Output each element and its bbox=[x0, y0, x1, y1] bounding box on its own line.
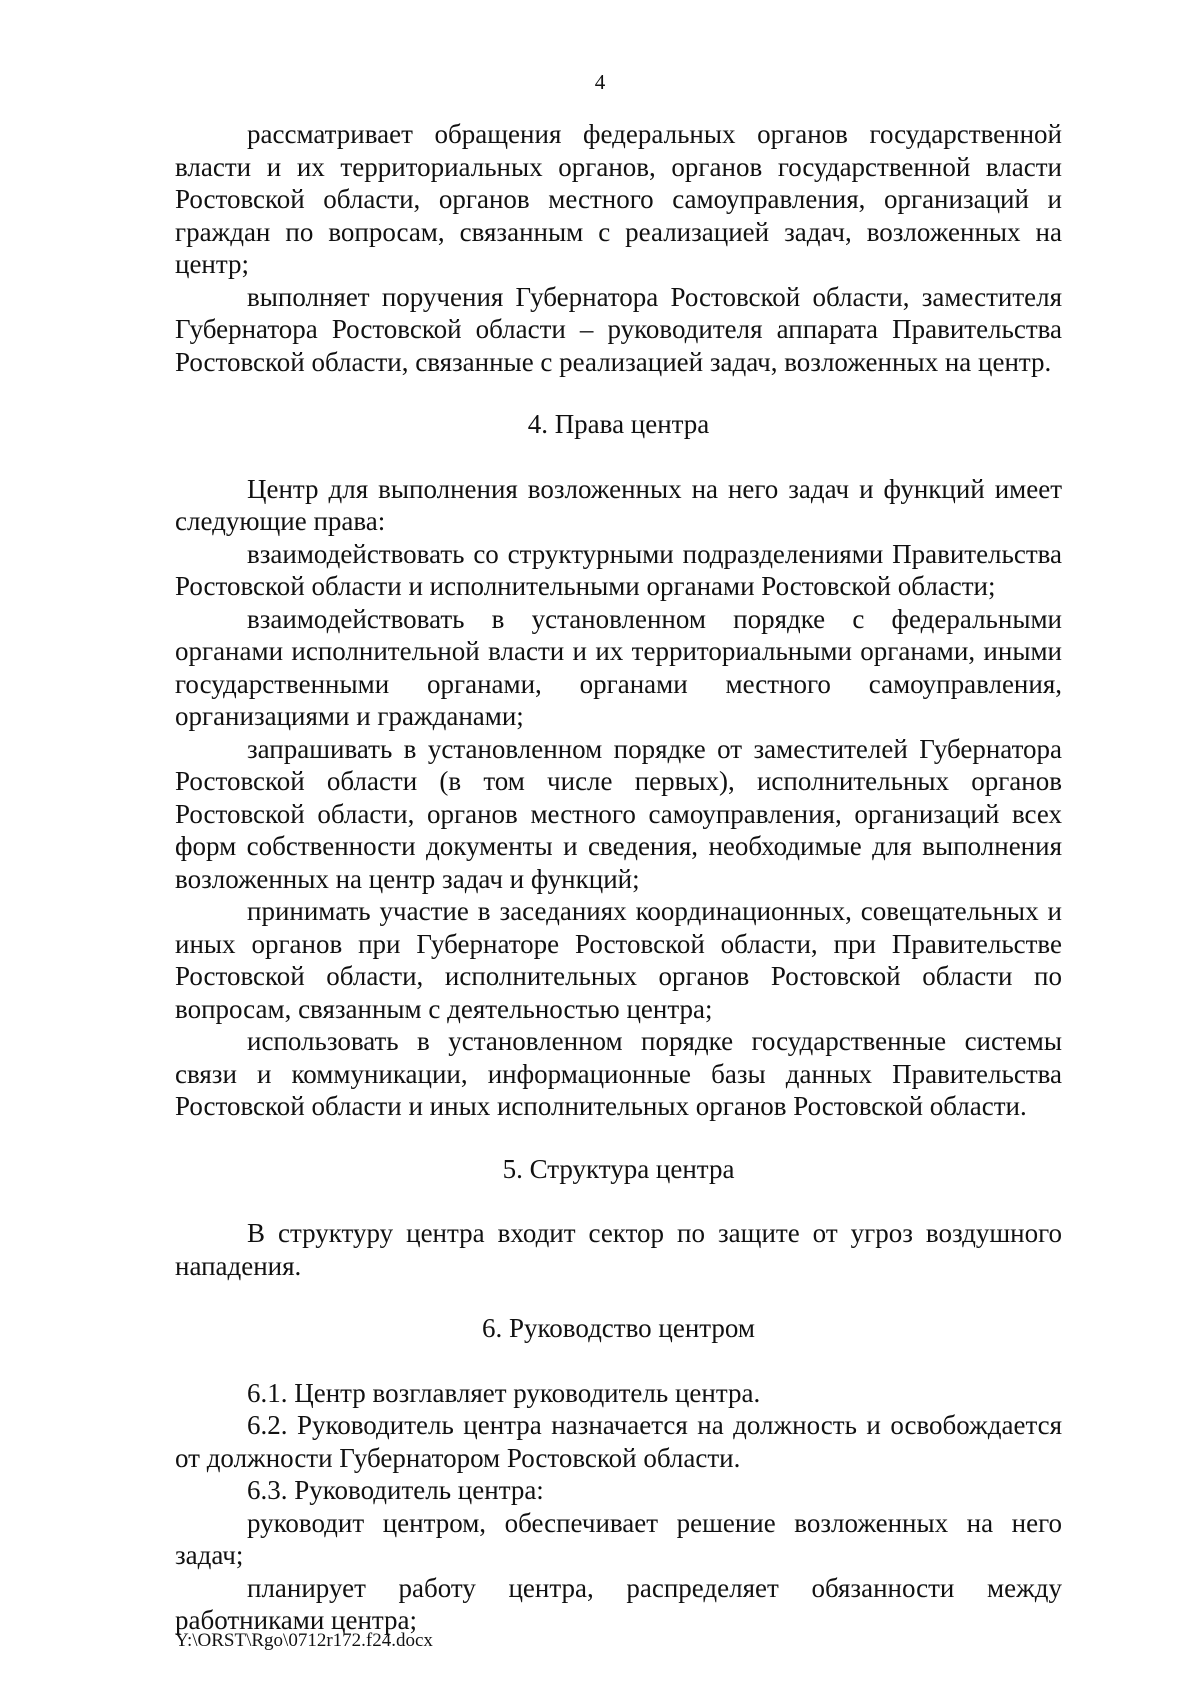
paragraph: 6.1. Центр возглавляет руководитель центра. bbox=[247, 1377, 761, 1408]
paragraph: рассматривает обращения федеральных органов государственной власти и их территориальных органов, органов государственной власти Ростовской области, органов местного самоуправления, организаций и граждан по вопросам, связанным с реализацией задач, возложенных на центр; bbox=[175, 119, 1062, 279]
paragraph: 6.3. Руководитель центра: bbox=[247, 1475, 544, 1505]
paragraph: В структуру центра входит сектор по защите от угроз воздушного нападения. bbox=[175, 1218, 1062, 1281]
file-path-footer: Y:\ORST\Rgo\0712r172.f24.docx bbox=[175, 1630, 433, 1651]
paragraph: запрашивать в установленном порядке от заместителей Губернатора Ростовской области (в том числе первых), исполнительных органов Ростовской области, органов местного самоуправления, организаций всех форм собственности документы и сведения, необходимые для выполнения возложенных на центр задач и функций; bbox=[175, 733, 1062, 894]
paragraph: планирует работу центра, распределяет обязанности между работниками центра; bbox=[175, 1572, 1062, 1635]
page-number: 4 bbox=[594, 70, 606, 94]
section-heading-management: 6. Руководство центром bbox=[482, 1313, 755, 1343]
section-heading-rights: 4. Права центра bbox=[527, 409, 710, 439]
paragraph: выполняет поручения Губернатора Ростовской области, заместителя Губернатора Ростовской области – руководителя аппарата Правительства Ростовской области, связанные с реализацией задач, возложенных на центр. bbox=[175, 281, 1062, 377]
paragraph: 6.2. Руководитель центра назначается на должность и освобождается от должности Губернатором Ростовской области. bbox=[175, 1410, 1062, 1473]
paragraph: принимать участие в заседаниях координационных, совещательных и иных органов при Губернаторе Ростовской области, при Правительстве Ростовской области, исполнительных органов Ростовской области по вопросам, связанным с деятельностью центра; bbox=[175, 896, 1062, 1024]
paragraph: Центр для выполнения возложенных на него задач и функций имеет следующие права: bbox=[175, 473, 1062, 536]
paragraph: взаимодействовать в установленном порядке с федеральными органами исполнительной власти и их территориальными органами, иными государственными органами, органами местного самоуправления, организациями и гражданами; bbox=[175, 603, 1062, 731]
section-heading-structure: 5. Структура центра bbox=[502, 1153, 735, 1184]
document-body bbox=[175, 118, 1062, 1637]
paragraph: руководит центром, обеспечивает решение возложенных на него задач; bbox=[175, 1507, 1062, 1570]
paragraph: использовать в установленном порядке государственные системы связи и коммуникации, информационные базы данных Правительства Ростовской области и иных исполнительных органов Ростовской области. bbox=[175, 1026, 1062, 1121]
paragraph: взаимодействовать со структурными подразделениями Правительства Ростовской области и исполнительными органами Ростовской области; bbox=[175, 538, 1062, 601]
